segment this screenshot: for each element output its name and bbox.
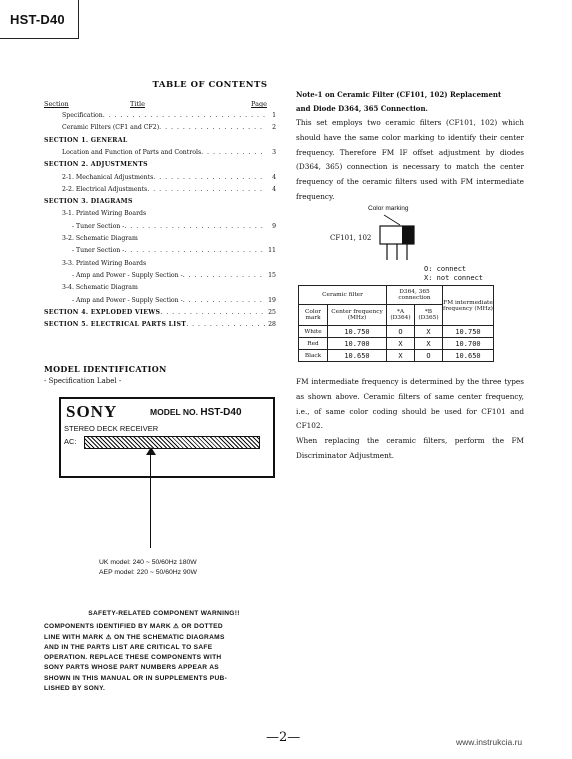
toc-leader-dots	[183, 272, 266, 279]
cell-center: 10.750	[328, 326, 387, 338]
safety-line: OPERATION. REPLACE THESE COMPONENTS WITH	[44, 654, 222, 662]
toc-entry-page: 4	[272, 173, 276, 181]
toc-leader-dots	[103, 112, 266, 119]
th-d364-365: D364, 365 connection	[387, 286, 443, 305]
ac-rating-hatch	[84, 436, 260, 449]
toc-entry-title: 2-1. Mechanical Adjustments	[62, 173, 154, 181]
cell-a: X	[387, 338, 415, 350]
watermark: www.instrukcia.ru	[456, 737, 523, 747]
toc-row	[62, 186, 276, 197]
spec-label-subheading: - Specification Label -	[44, 377, 122, 385]
toc-entry-title: 2-2. Electrical Adjustments	[62, 185, 148, 193]
toc-entry-title: SECTION 5. ELECTRICAL PARTS LIST	[44, 321, 187, 329]
toc-row	[72, 223, 276, 234]
toc-leader-dots	[160, 309, 266, 316]
toc-row	[44, 321, 276, 332]
ceramic-filter-icon	[374, 212, 424, 264]
note-paragraph-2: FM intermediate frequency is determined by the three types as shown above. Ceramic filters of same center frequency, i.e., of same color coding should be used for CF101 and CF102.	[296, 377, 524, 431]
toc-row	[62, 149, 276, 160]
th-color-mark: Color mark	[299, 305, 328, 326]
toc-row	[62, 260, 276, 271]
cell-center: 10.650	[328, 350, 387, 362]
note-paragraph-1: This set employs two ceramic filters (CF101, 102) which should have the same color marking to identify their center frequency. Therefore FM IF offset adjustment by diodes (D364, 365) connection is necessary to match the center frequency of the ceramic filters used with FM intermediate frequency.	[296, 118, 524, 201]
toc-entry-page: 1	[272, 112, 276, 119]
legend-not-connect: X: not connect	[424, 274, 484, 282]
aep-model-rating: AEP model: 220 ~ 50/60Hz 90W	[99, 569, 197, 576]
cell-a: X	[387, 350, 415, 362]
toc-leader-dots	[153, 174, 266, 181]
arrow-line	[150, 448, 151, 548]
ac-label: AC:	[64, 437, 77, 446]
toc-entry-page: 25	[268, 308, 276, 316]
page-number: —2—	[266, 730, 301, 745]
th-a-d364: *A (D364)	[387, 305, 415, 326]
cell-fm: 10.700	[443, 338, 494, 350]
toc-leader-dots	[186, 321, 266, 328]
toc-row	[62, 284, 276, 295]
cell-fm: 10.650	[443, 350, 494, 362]
cell-color: Black	[299, 350, 328, 362]
th-b-d365: *B (D365)	[415, 305, 443, 326]
safety-warning	[44, 609, 284, 694]
toc-entry-page: 4	[272, 185, 276, 193]
uk-model-rating: UK model: 240 ~ 50/60Hz 180W	[99, 559, 197, 566]
toc-entry-title: 3-4. Schematic Diagram	[62, 284, 138, 292]
toc-entry-title: SECTION 2. ADJUSTMENTS	[44, 161, 148, 169]
model-no	[150, 407, 242, 418]
toc-row	[44, 161, 276, 172]
th-ceramic-filter: Ceramic filter	[299, 286, 387, 305]
color-marking-label: Color marking	[368, 205, 409, 212]
toc-leader-dots	[201, 149, 266, 156]
cf-label: CF101, 102	[330, 234, 372, 242]
arrow-up-icon	[146, 447, 156, 455]
toc-row	[62, 235, 276, 246]
table-row	[299, 350, 494, 362]
cell-center: 10.700	[328, 338, 387, 350]
toc-entry-page: 11	[268, 247, 276, 255]
legend-connect: O: connect	[424, 265, 467, 273]
toc-row	[62, 124, 276, 135]
toc-row	[72, 297, 276, 308]
cell-a: O	[387, 326, 415, 338]
toc-row	[62, 210, 276, 221]
table-row	[299, 338, 494, 350]
toc-entry-title: Location and Function of Parts and Controls	[62, 148, 202, 156]
cell-b: X	[415, 338, 443, 350]
toc-entry-title: 3-2. Schematic Diagram	[62, 235, 138, 242]
toc-entry-title: - Amp and Power - Supply Section -	[72, 271, 183, 279]
toc-row	[62, 112, 276, 123]
toc-entry-title: 3-3. Printed Wiring Boards	[62, 259, 147, 267]
cell-fm: 10.750	[443, 326, 494, 338]
model-tab-text: HST-D40	[10, 12, 65, 27]
toc-entry-title: Ceramic Filters (CF1 and CF2)	[62, 124, 160, 132]
toc-entry-page: 2	[272, 124, 276, 132]
safety-line: COMPONENTS IDENTIFIED BY MARK ⚠ OR DOTTED	[44, 623, 223, 631]
cell-color: Red	[299, 338, 328, 350]
toc-col-section: Section	[44, 100, 69, 108]
toc-entry-title: - Amp and Power - Supply Section -	[72, 296, 183, 304]
toc-entry-title: SECTION 1. GENERAL	[44, 136, 128, 144]
toc-leader-dots	[124, 223, 266, 230]
sony-logo: SONY	[66, 402, 118, 421]
safety-line: SHOWN IN THIS MANUAL OR IN SUPPLEMENTS PUB-	[44, 674, 228, 682]
toc-entry-title: SECTION 4. EXPLODED VIEWS	[44, 308, 161, 316]
toc-title: TABLE OF CONTENTS	[152, 80, 268, 90]
toc-row	[72, 247, 276, 258]
safety-line: AND IN THE PARTS LIST ARE CRITICAL TO SAFE	[44, 643, 213, 651]
safety-line: LINE WITH MARK ⚠ ON THE SCHEMATIC DIAGRAMS	[44, 633, 225, 641]
ceramic-filter-table	[298, 285, 494, 362]
toc-row	[44, 137, 276, 148]
th-fm-if: FM intermediate frequency (MHz)	[443, 286, 494, 326]
safety-line: SONY PARTS WHOSE PART NUMBERS APPEAR AS	[44, 664, 219, 672]
note-title	[296, 88, 531, 116]
safety-heading: SAFETY-RELATED COMPONENT WARNING!!	[88, 610, 240, 617]
toc-entry-title: - Tuner Section -	[72, 222, 125, 230]
table-row	[299, 326, 494, 338]
model-id-heading: MODEL IDENTIFICATION	[44, 364, 167, 374]
model-tab	[0, 0, 79, 39]
product-name: STEREO DECK RECEIVER	[64, 424, 159, 433]
toc-leader-dots	[124, 247, 266, 254]
toc-col-title: Title	[130, 100, 145, 108]
cell-b: X	[415, 326, 443, 338]
note-title-line1: Note-1 on Ceramic Filter (CF101, 102) Replacement	[296, 90, 502, 99]
note-title-line2: and Diode D364, 365 Connection.	[296, 104, 428, 113]
toc-row	[44, 309, 276, 320]
toc-leader-dots	[159, 124, 266, 131]
cell-b: O	[415, 350, 443, 362]
toc-entry-page: 9	[272, 222, 276, 230]
toc-entry-page: 19	[268, 296, 276, 304]
toc-leader-dots	[147, 186, 266, 193]
cell-color: White	[299, 326, 328, 338]
toc-entry-title: SECTION 3. DIAGRAMS	[44, 198, 133, 206]
toc-row	[72, 272, 276, 283]
safety-line: LISHED BY SONY.	[44, 685, 106, 693]
toc-row	[44, 198, 276, 209]
toc-entry-title: - Tuner Section -	[72, 247, 125, 255]
toc-col-page: Page	[251, 100, 267, 108]
model-no-value: HST-D40	[200, 407, 242, 418]
toc-leader-dots	[183, 297, 266, 304]
toc-entry-page: 15	[268, 271, 276, 279]
th-center-freq: Center frequency (MHz)	[328, 305, 387, 326]
model-no-label: MODEL NO.	[150, 407, 199, 417]
note-paragraph-3: When replacing the ceramic filters, perform the FM Discriminator Adjustment.	[296, 436, 524, 460]
toc-entry-page: 3	[272, 148, 276, 156]
toc-entry-title: Specification	[62, 112, 103, 119]
toc-entry-page: 28	[268, 321, 276, 329]
toc-entry-title: 3-1. Printed Wiring Boards	[62, 210, 147, 218]
toc-row	[62, 174, 276, 185]
